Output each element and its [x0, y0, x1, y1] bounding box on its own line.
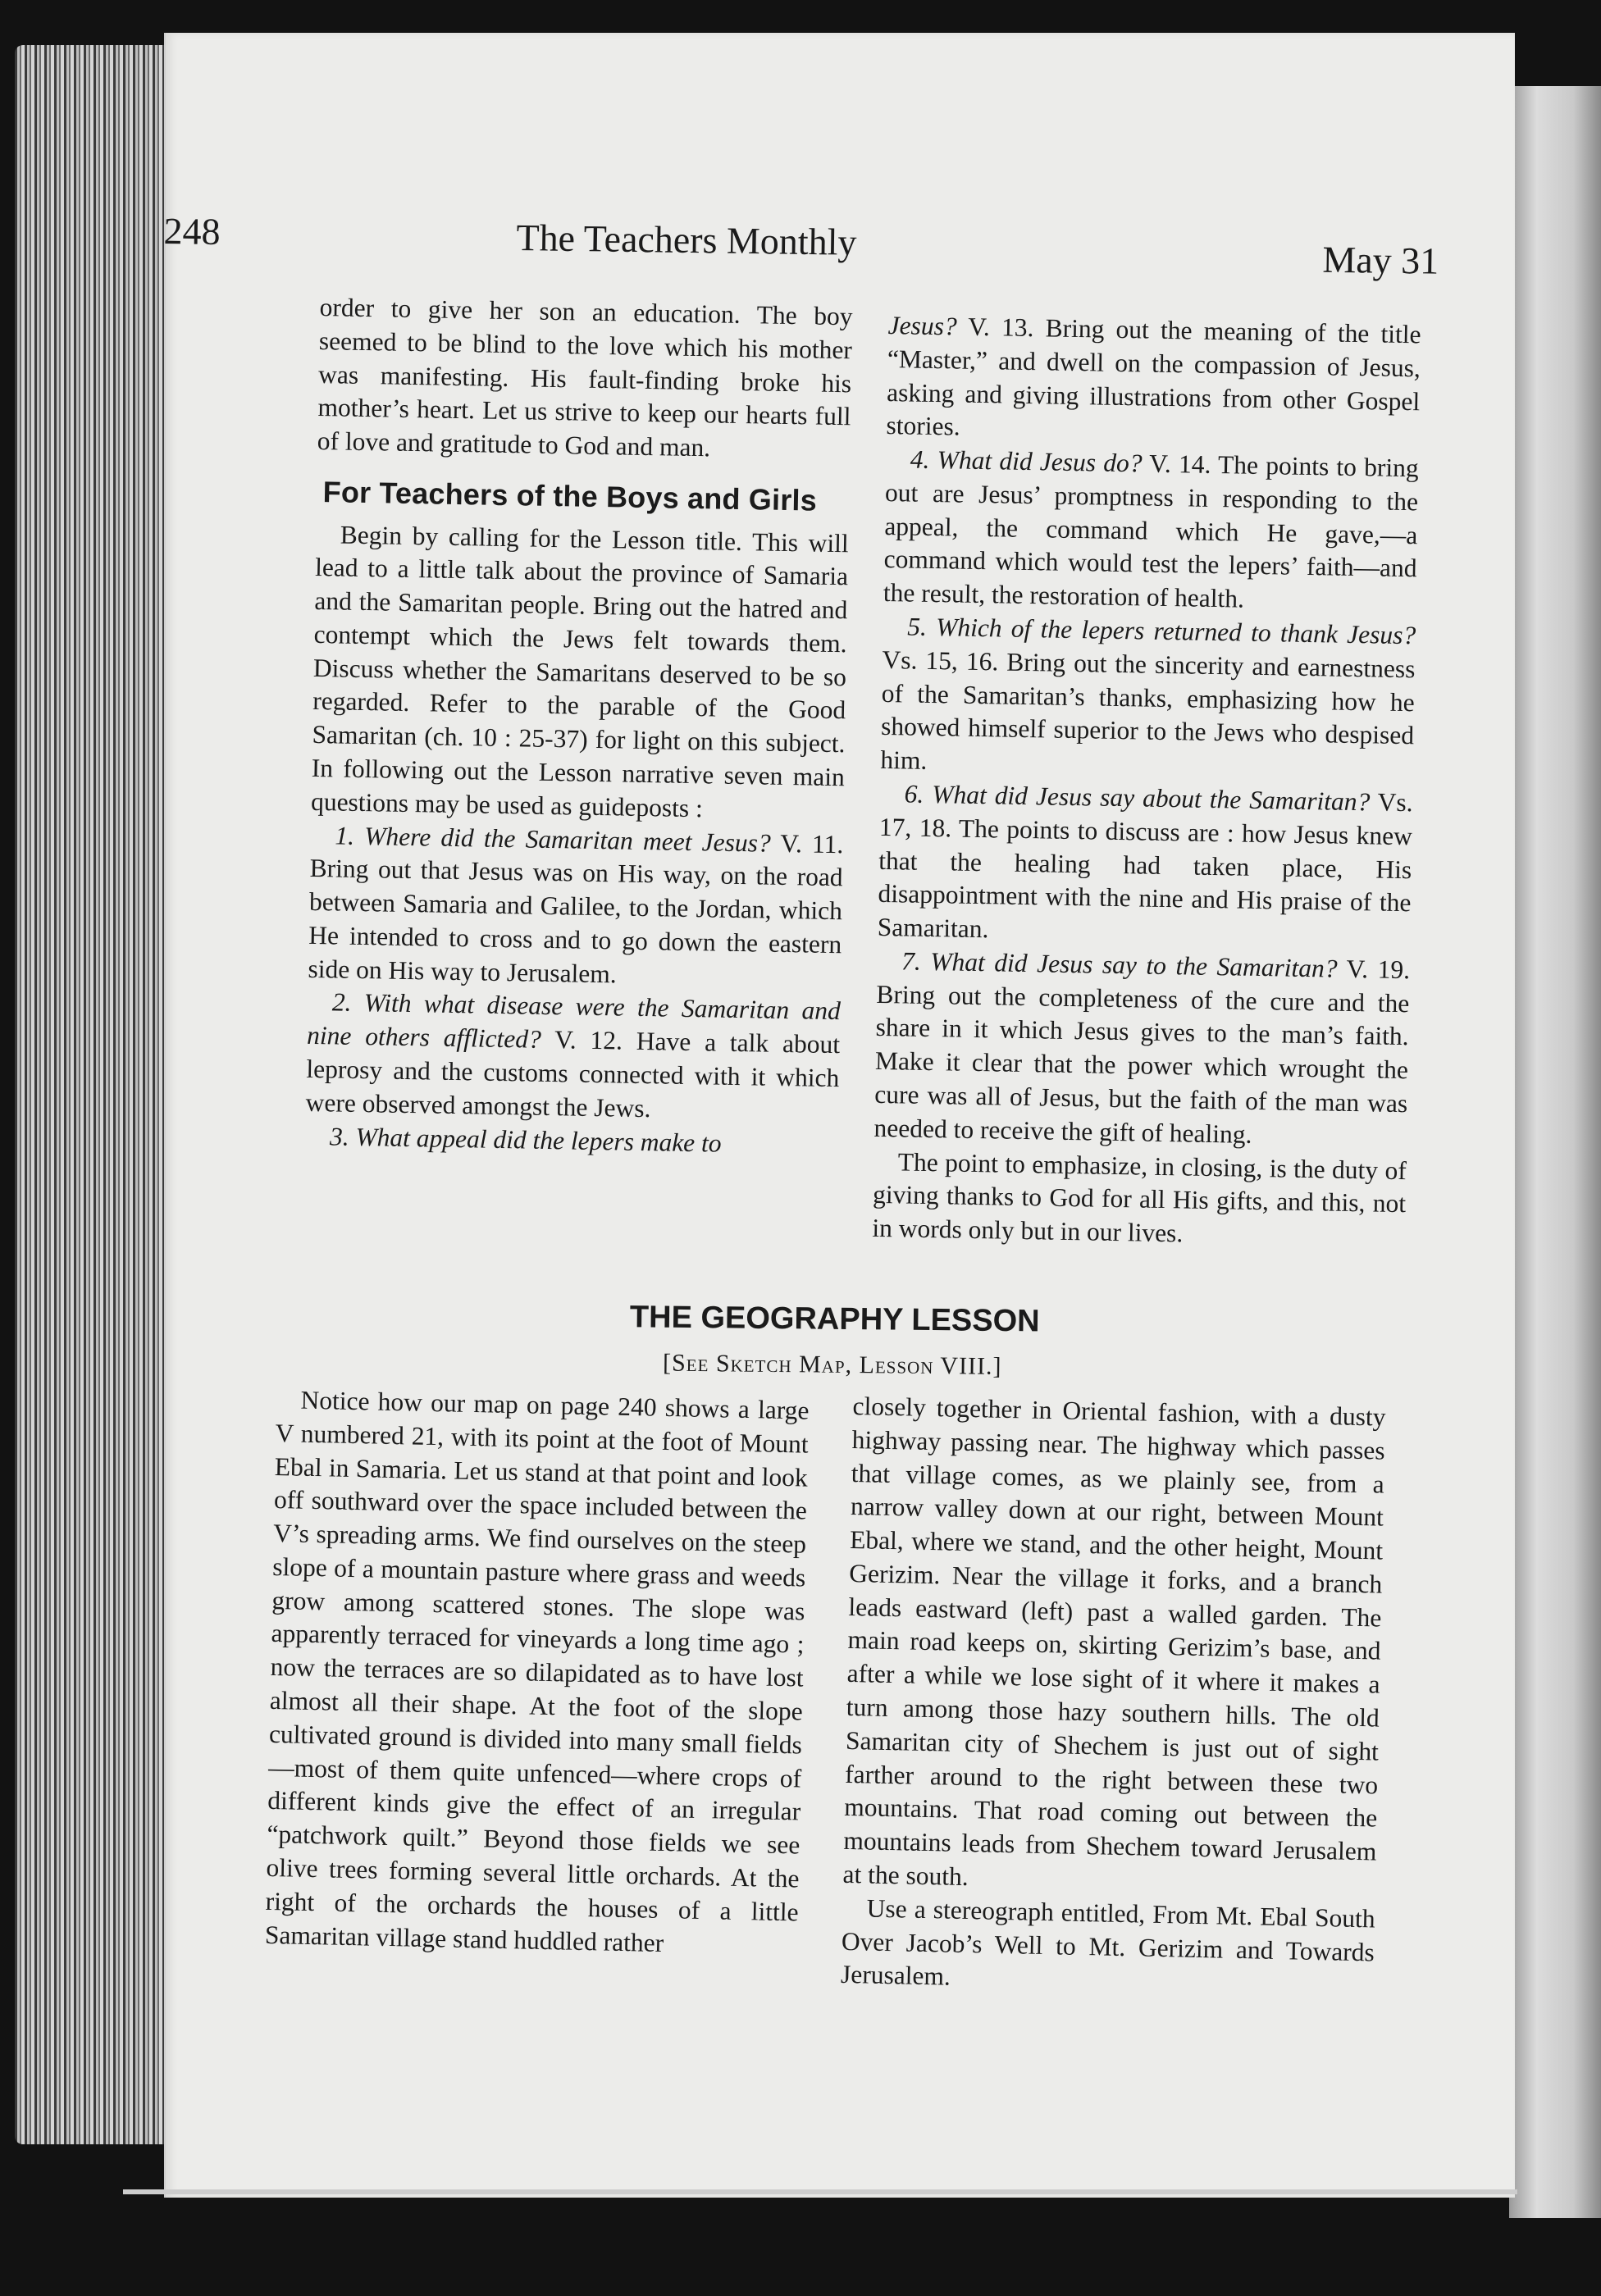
column-right-bottom — [841, 1390, 1386, 2003]
question-paragraph — [877, 777, 1412, 954]
paragraph: closely together in Oriental fashion, with a dusty highway passing near. The highway which passes that village comes, as we plainly see, from a narrow valley down at our right, between Mount Ebal, where we stand, and the other height, Mount Gerizim. Near the village it forks, and a branch leads eastward (left) past a walled garden. The main road keeps on, skirting Gerizim’s base, and after a while we lose sight of it where it makes a turn among those hazy southern hills. The old Samaritan city of Shechem is just out of sight farther around to the right between these two mountains. That road coming out between the mountains leads from Shechem toward Jerusalem at the south. — [842, 1391, 1386, 1892]
paragraph: Begin by calling for the Lesson title. This will lead to a little talk about the province of Samaria and the Samaritan people. Bring out the hatred and contempt which the Jews felt towards them. Discuss whether the Samaritans deserved to be so regarded. Refer to the parable of the Good Samaritan (ch. 10 : 25-37) for light on this subject. In following out the Lesson narrative seven main questions may be used as guideposts : — [310, 519, 850, 823]
answer: Vs. 15, 16. Bring out the sincerity and earnestness of the Samaritan’s thanks, emphasizing how he showed himself superior to the Jews who despised him. — [880, 645, 1416, 776]
answer: Vs. 17, 18. The points to discuss are : how Jesus knew that the healing had taken place, His disappointment with the nine and His praise of the Samaritan. — [877, 787, 1413, 944]
section-heading: For Teachers of the Boys and Girls — [322, 475, 818, 517]
book-cover-edge — [1509, 86, 1601, 2218]
answer: V. 11. Bring out that Jesus was on His way, on the road between Samaria and Galilee, to the Jordan, which He intended to cross and to go down the eastern side on His way to Jerusalem. — [308, 828, 844, 989]
question-paragraph — [886, 309, 1421, 452]
book-page-edges — [15, 45, 175, 2144]
page-bottom-edge — [123, 2189, 1517, 2194]
column-right-top — [872, 309, 1421, 1255]
answer: V. 14. The points to bring out are Jesus’ promptness in responding to the appeal, the command which He gave,—a command which would test the lepers’ faith—and the result, the restoration of health. — [883, 449, 1420, 613]
paragraph: order to give her son an education. The boy seemed to be blind to the love which his mother was manifesting. His fault-finding broke his mother’s heart. Let us strive to keep our hearts full of love and gratitude to God and man. — [317, 292, 853, 462]
paragraph: Use a stereograph entitled, From Mt. Ebal South Over Jacob’s Well to Mt. Gerizim and Towards Jerusalem. — [840, 1893, 1376, 1991]
question: 7. What did Jesus say to the Samaritan? — [901, 946, 1338, 983]
column-left-top — [305, 291, 853, 1163]
question-paragraph — [873, 945, 1410, 1155]
answer: V. 13. Bring out the meaning of the title “Master,” and dwell on the compassion of Jesus, asking and giving illustrations from other Gospel stories. — [886, 312, 1421, 441]
question: 1. Where did the Samaritan meet Jesus? — [335, 820, 772, 858]
question-paragraph — [883, 443, 1419, 619]
question: 5. Which of the lepers returned to thank Jesus? — [906, 612, 1416, 650]
geography-heading: THE GEOGRAPHY LESSON — [629, 1300, 1040, 1339]
journal-title: The Teachers Monthly — [516, 216, 857, 263]
question: 6. What did Jesus say about the Samaritan? — [904, 779, 1371, 817]
geography-subheading: [See Sketch Map, Lesson VIII.] — [662, 1349, 1002, 1380]
question: 4. What did Jesus do? — [910, 444, 1143, 478]
question-paragraph — [308, 818, 843, 995]
answer: V. 19. Bring out the completeness of the cure and the share in it which Jesus gives to the man’s faith. Make it clear that the power which wrought the cure was all of Jesus, but the faith of the man was needed to receive the gift of healing. — [873, 954, 1411, 1149]
question: Jesus? — [887, 310, 957, 341]
column-left-bottom — [264, 1383, 809, 1963]
paragraph: Notice how our map on page 240 shows a large V numbered 21, with its point at the foot of Mount Ebal in Samaria. Let us stand at that point and look off southward over the space included between the V’s spreading arms. We find ourselves on the steep slope of a mountain pasture where grass and weeds grow among scattered stones. The slope was apparently terraced for vineyards a long time ago ; now the terraces are so dilapidated as to have lost almost all their shape. At the foot of the slope cultivated ground is divided into many small fields—most of them quite unfenced—where crops of different kinds give the effect of an irregular “patchwork quilt.” Beyond those fields we see olive trees forming several little orchards. At the right of the orchards the houses of a little Samaritan village stand huddled rather — [264, 1385, 810, 1957]
question: 3. What appeal did the lepers make to — [329, 1121, 722, 1158]
question-paragraph — [880, 610, 1416, 786]
question: 2. With what disease were the Samaritan and nine others afflicted? — [306, 987, 842, 1055]
answer: V. 12. Have a talk about leprosy and the customs connected with it which were observed amongst the Jews. — [305, 1025, 841, 1123]
paragraph: The point to emphasize, in closing, is the duty of giving thanks to God for all His gifts, and this, not in words only but in our lives. — [872, 1146, 1407, 1248]
issue-date: May 31 — [1322, 238, 1439, 282]
page-number: 248 — [163, 209, 221, 253]
question-paragraph — [305, 986, 841, 1128]
